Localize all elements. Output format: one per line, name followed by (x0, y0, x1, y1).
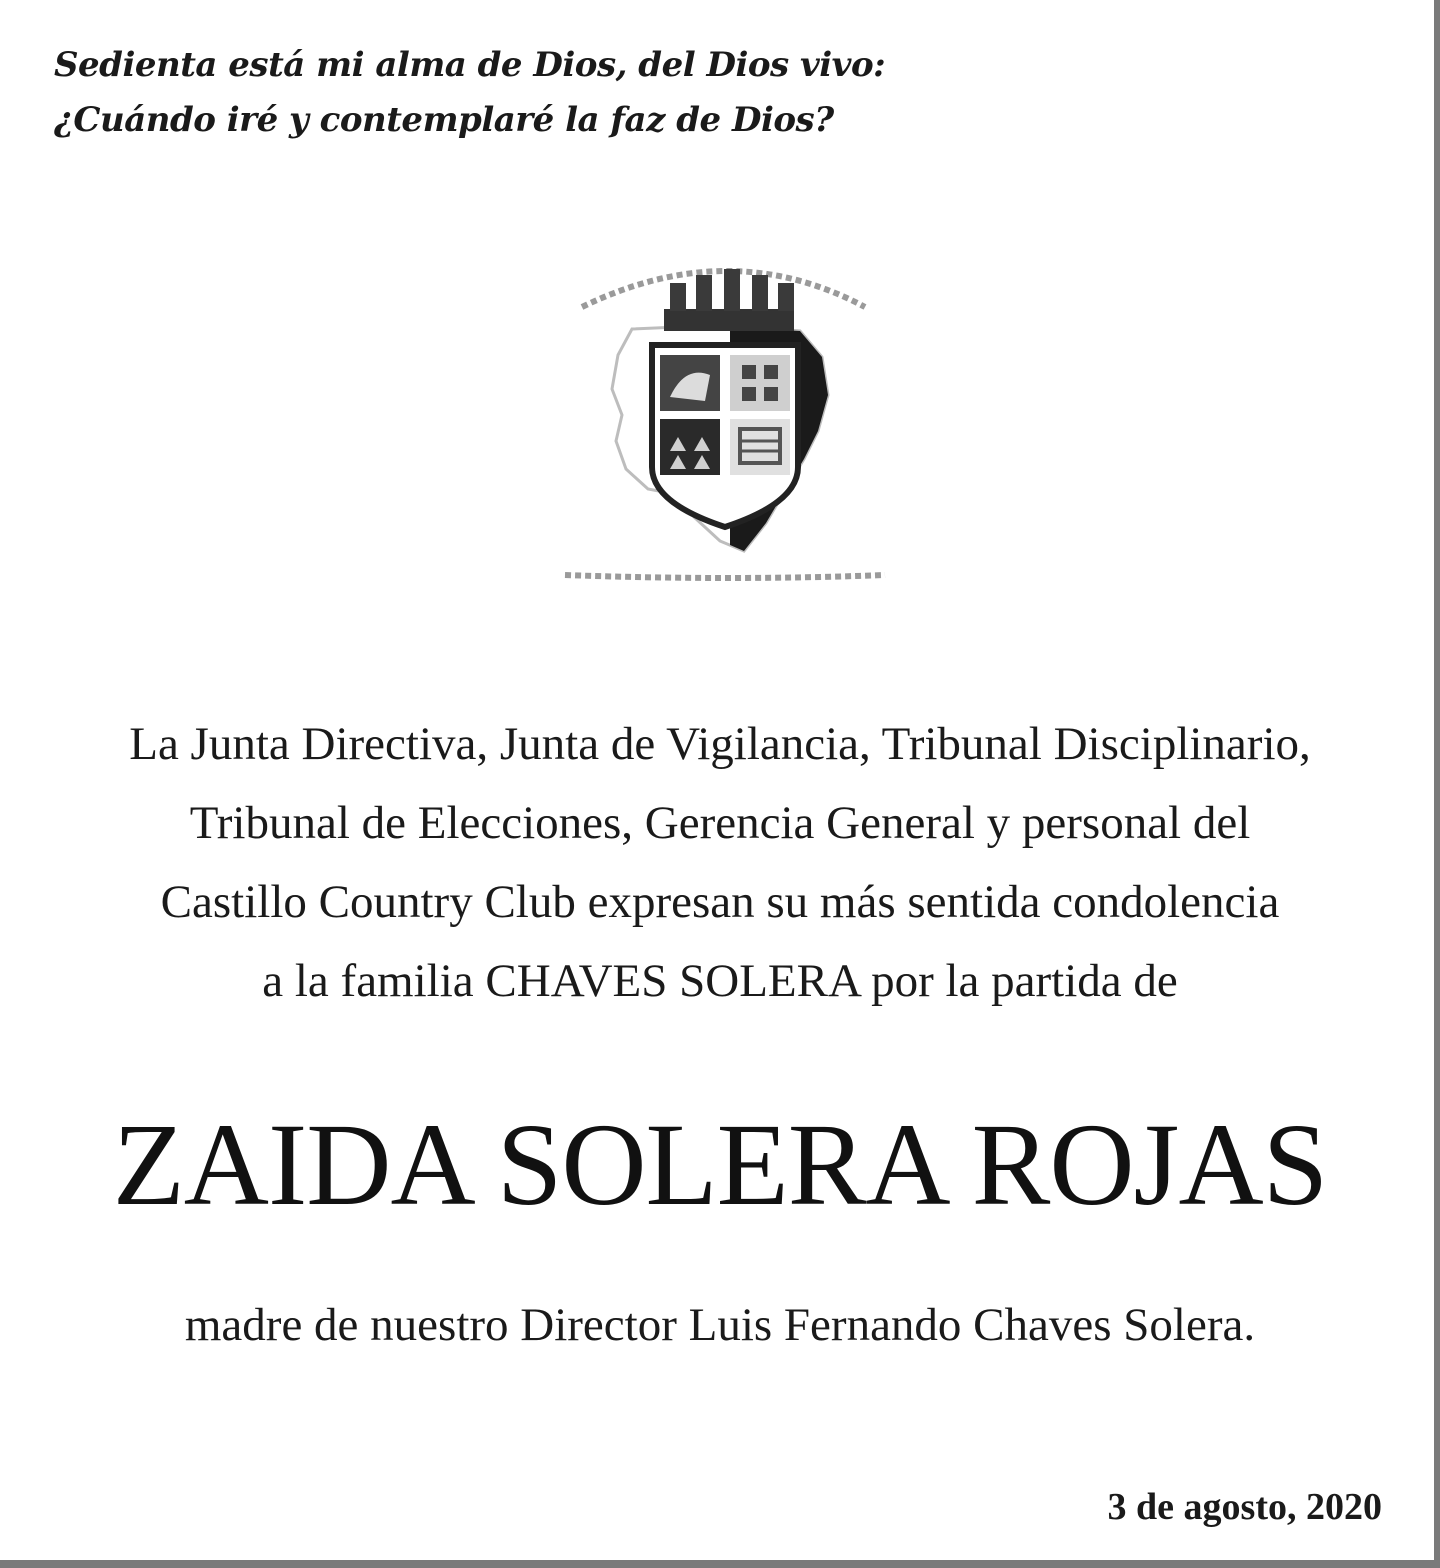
message-line-4: a la familia CHAVES SOLERA por la partida de (262, 955, 1178, 1007)
verse-line-1: Sedienta está mi alma de Dios, del Dios vivo: (54, 45, 886, 85)
relation-line: madre de nuestro Director Luis Fernando Chaves Solera. (184, 1299, 1256, 1351)
scripture-verse (54, 38, 885, 148)
club-coat-of-arms-icon (560, 245, 900, 595)
notice-date: 3 de agosto, 2020 (1107, 1486, 1382, 1528)
message-line-1: La Junta Directiva, Junta de Vigilancia, Tribunal Disciplinario, (129, 718, 1311, 770)
deceased-name: ZAIDA SOLERA ROJAS (112, 1099, 1328, 1230)
message-line-2: Tribunal de Elecciones, Gerencia General y personal del (189, 797, 1251, 849)
condolence-message (40, 705, 1400, 1021)
verse-line-2: ¿Cuándo iré y contemplaré la faz de Dios? (54, 100, 834, 140)
message-line-3: Castillo Country Club expresan su más sentida condolencia (160, 876, 1280, 928)
